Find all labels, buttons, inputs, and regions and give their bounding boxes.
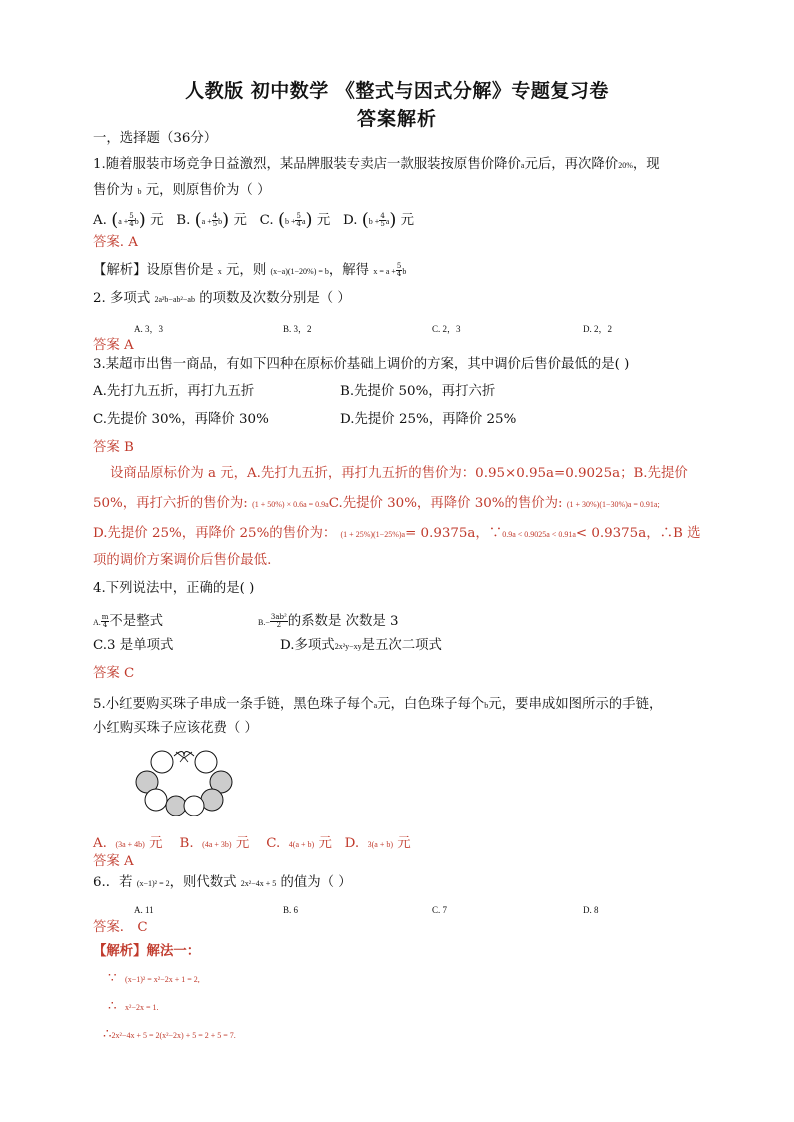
q6-step-2: ∴ x²−2x = 1. (108, 999, 159, 1014)
q6-explanation-head: 【解析】解法一： (93, 943, 201, 959)
q6-step-1: ∵ (x−1)² = x²−2x + 1 = 2, (108, 971, 200, 986)
q4-option-d: D.多项式2x²y−xy是五次二项式 (280, 638, 442, 653)
q3-option-b: B.先提价 50%，再打六折 (340, 384, 496, 399)
bracelet-figure (130, 748, 240, 816)
q4-stem: 4.下列说法中，正确的是( ) (93, 581, 255, 596)
q4-answer: 答案 C (93, 666, 135, 681)
q3-stem: 3.某超市出售一商品，有如下四种在原标价基础上调价的方案，其中调价后售价最低的是( ) (93, 357, 630, 372)
white-bead (145, 789, 167, 811)
white-bead (151, 751, 173, 773)
q2-stem: 2. 多项式 2a²b−ab²−ab 的项数及次数分别是（ ） (93, 291, 351, 306)
q2-answer: 答案 A (93, 338, 134, 353)
q3-option-c: C.先提价 30%，再降价 30% (93, 412, 269, 427)
q3-option-a: A.先打九五折，再打九五折 (93, 384, 255, 399)
q2-option-d: D. 2，2 (583, 324, 612, 334)
bow-knot (174, 752, 194, 757)
q6-answer: 答案． C (93, 920, 148, 935)
q5-answer: 答案 A (93, 854, 134, 869)
q6-option-b: B. 6 (283, 905, 299, 915)
q6-option-d: D. 8 (583, 905, 599, 915)
q3-explanation-2: 50%，再打六折的售价为: (1 + 50%) × 0.6a = 0.9aC.先提价 30%，再降价 30%的售价为: (1 + 30%)(1−30%)a = 0.91a; (93, 496, 660, 511)
q1-option-a: A. (a + $\frac{5}{4}$ b) 元 (93, 209, 164, 230)
page-title: 人教版 初中数学 《整式与因式分解》专题复习卷 (185, 80, 609, 102)
q6-step-3: ∴2x²−4x + 5 = 2(x²−2x) + 5 = 2 + 5 = 7. (103, 1027, 236, 1042)
black-bead (166, 796, 186, 816)
q2-option-c: C. 2，3 (432, 324, 461, 334)
q1-option-b: B. (a + $\frac{4}{5}$ b) 元 (176, 209, 247, 230)
q2-option-a: A. 3，3 (134, 324, 163, 334)
q6-option-a: A. 11 (134, 905, 154, 915)
q3-answer: 答案 B (93, 440, 134, 455)
q5-options: A. (3a + 4b) 元 B. (4a + 3b) 元 C. 4(a + b) 元 D. 3(a + b) 元 (93, 836, 411, 851)
q1-option-d: D. (b + $\frac{4}{5}$ a) 元 (342, 209, 415, 230)
section-label: 一，选择题（36分） (93, 131, 218, 146)
q3-explanation-3: D.先提价 25%，再降价 25%的售价为： (1 + 25%)(1−25%)a= 0.9375a，∵0.9a < 0.9025a < 0.91a< 0.9375a，∴B 选 (93, 526, 701, 541)
q6-option-c: C. 7 (432, 905, 448, 915)
q5-line2: 小红购买珠子应该花费（ ） (93, 721, 258, 736)
q1-line2: 售价为 b 元，则原售价为（ ） (93, 183, 271, 198)
q4-option-c: C.3 是单项式 (93, 638, 174, 653)
q1-explanation: 【解析】设原售价是 x 元，则 (x−a)(1−20%) = b，解得 x = a + $\frac{5}{4}$ b (93, 262, 407, 278)
white-bead (195, 751, 217, 773)
q4-option-b: B.− $\frac{\text{3ab²}}{2}$ 的系数是 次数是 3 (258, 613, 399, 629)
q1-options (93, 208, 414, 234)
q6-stem: 6.．若 (x−1)² = 2，则代数式 2x²−4x + 5 的值为（ ） (93, 875, 352, 890)
page-subtitle: 答案解析 (356, 108, 437, 130)
q3-explanation-4: 项的调价方案调价后售价最低. (93, 553, 272, 568)
q2-option-b: B. 3，2 (283, 324, 312, 334)
q3-option-d: D.先提价 25%，再降价 25% (340, 412, 517, 427)
q1-answer: 答案. A (93, 235, 138, 250)
q1-option-c: C. (b + $\frac{5}{4}$ a) 元 (259, 209, 331, 230)
q4-option-a: A. $\frac{m}{4}$ 不是整式 (93, 613, 163, 629)
q3-explanation-1: 设商品原标价为 a 元，A.先打九五折，再打九五折的售价为：0.95×0.95a=0.9025a；B.先提价 (110, 466, 688, 481)
q1-line1: 1.随着服装市场竞争日益激烈，某品牌服装专卖店一款服装按原售价降价a元后，再次降价20%，现 (93, 157, 660, 172)
white-bead (184, 796, 204, 816)
q5-line1: 5.小红要购买珠子串成一条手链，黑色珠子每个a元，白色珠子每个b元，要串成如图所示的手链， (93, 697, 663, 712)
